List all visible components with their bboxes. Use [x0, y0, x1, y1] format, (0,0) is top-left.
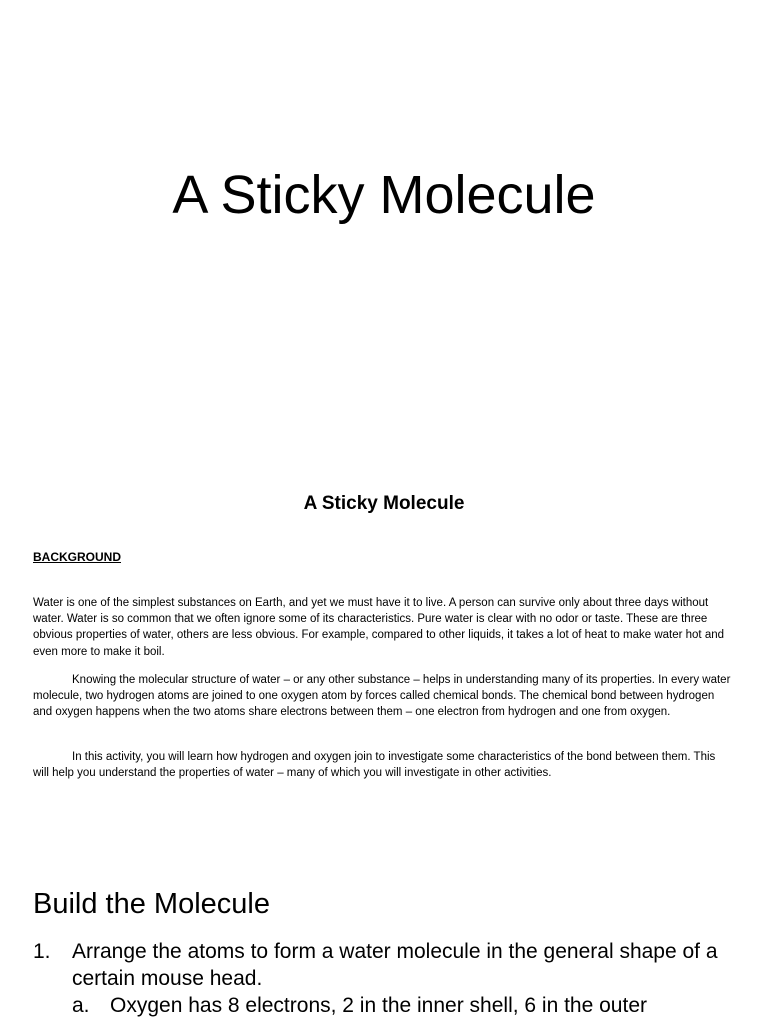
- substep-letter: a.: [72, 994, 90, 1017]
- step-text: Arrange the atoms to form a water molecule in the general shape of a certain mouse head.: [72, 940, 718, 990]
- substep-text: Oxygen has 8 electrons, 2 in the inner shell, 6 in the outer: [110, 994, 647, 1017]
- build-heading: Build the Molecule: [33, 888, 270, 920]
- cover-title: A Sticky Molecule: [172, 165, 596, 225]
- step-number: 1.: [33, 940, 51, 963]
- background-paragraph: Knowing the molecular structure of water – or any other substance – helps in understanding many of its properties. In every water molecule, two hydrogen atoms are joined to one oxygen atom by forces called chemical bonds. The chemical bond between hydrogen and oxygen happens when the two atoms share electrons between them – one electron from hydrogen and one from oxygen.: [33, 674, 731, 719]
- build-substep: [72, 992, 733, 1019]
- background-paragraph: Water is one of the simplest substances on Earth, and yet we must have it to live. A person can survive only about three days without water. Water is so common that we often ignore some of its characteristics. Pure water is clear with no odor or taste. These are three obvious properties of water, others are less obvious. For example, compared to other liquids, it takes a lot of heat to make water hot and even more to make it boil.: [33, 597, 725, 658]
- build-step: [33, 938, 733, 1019]
- section-label-background: BACKGROUND: [33, 550, 121, 564]
- substeps-list: [72, 992, 733, 1019]
- build-steps-list: [33, 938, 733, 1019]
- document-title: A Sticky Molecule: [303, 493, 465, 514]
- background-paragraph: In this activity, you will learn how hydrogen and oxygen join to investigate some characteristics of the bond between them. This will help you understand the properties of water – many of which you will investigate in other activities.: [33, 751, 716, 780]
